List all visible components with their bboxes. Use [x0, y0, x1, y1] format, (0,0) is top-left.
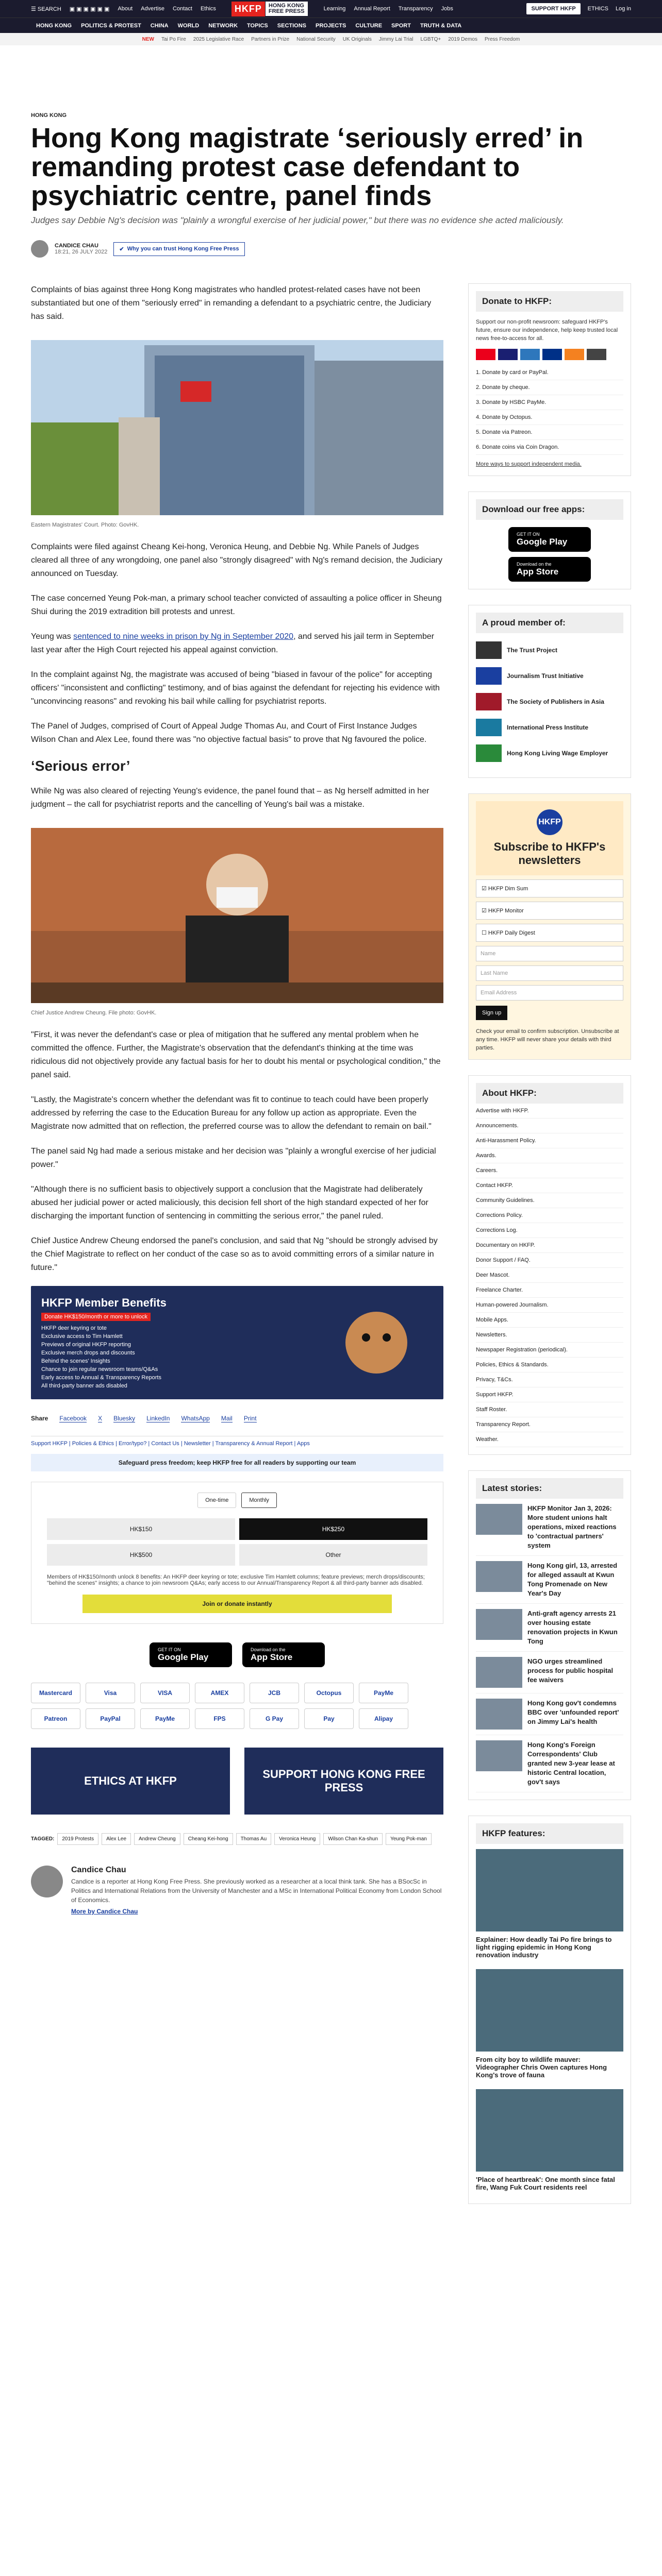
- sentencing-link[interactable]: sentenced to nine weeks in prison by Ng in September 2020: [73, 632, 294, 641]
- about-link[interactable]: Corrections Log.: [476, 1223, 623, 1238]
- publish-date: 18:21, 26 JULY 2022: [55, 249, 108, 255]
- latest-story[interactable]: [476, 1499, 623, 1556]
- features-widget: [468, 1816, 631, 2204]
- story-title: Hong Kong gov't condemns BBC over 'unfounded report' on Jimmy Lai's health: [527, 1699, 619, 1725]
- share-mail[interactable]: Mail: [221, 1415, 233, 1422]
- about-link[interactable]: Mobile Apps.: [476, 1313, 623, 1328]
- about-link[interactable]: Careers.: [476, 1163, 623, 1178]
- subnav-item[interactable]: Tai Po Fire: [161, 36, 186, 42]
- freq-monthly[interactable]: Monthly: [241, 1493, 277, 1508]
- feature-title: Explainer: How deadly Tai Po fire brings to light rigging epidemic in Hong Kong renovation industry: [476, 1936, 612, 1959]
- about-link[interactable]: Deer Mascot.: [476, 1268, 623, 1283]
- latest-heading: Latest stories:: [476, 1478, 623, 1499]
- payment-icon[interactable]: Mastercard: [31, 1683, 80, 1703]
- nav-item[interactable]: CHINA: [150, 22, 169, 29]
- nav-item[interactable]: POLITICS & PROTEST: [81, 22, 141, 29]
- nav-item[interactable]: CULTURE: [355, 22, 383, 29]
- author-avatar: [31, 1866, 63, 1897]
- story-thumbnail: [476, 1504, 522, 1535]
- apps-heading: Download our free apps:: [476, 499, 623, 520]
- paragraph: The Panel of Judges, comprised of Court of Appeal Judge Thomas Au, and Court of First Instance Judges Wilson Chan and Alex Lee, found there was "no objective factual basis" to prove that Ng favoured the police.: [31, 722, 427, 744]
- share-label: Share: [31, 1415, 48, 1422]
- membership-logo[interactable]: International Press Institute: [476, 719, 623, 736]
- feature-thumbnail: [476, 1849, 623, 1931]
- trust-label: Why you can trust Hong Kong Free Press: [127, 246, 239, 252]
- deer-mascot-icon: [330, 1296, 423, 1389]
- newsletter-note: Check your email to confirm subscription. Unsubscribe at any time. HKFP will never share your details with third parties.: [476, 1028, 619, 1051]
- story-title: HKFP Monitor Jan 3, 2026: More student unions halt operations, mixed reactions to 'contractual partners' system: [527, 1504, 617, 1549]
- about-link[interactable]: Human-powered Journalism.: [476, 1298, 623, 1313]
- donation-note: Members of HK$150/month unlock 8 benefits: An HKFP deer keyring or tote; exclusive Tim Hamlett columns; feature previews; merch drops/discounts; "behind the scenes" insights; a chance to join newsroom Q&As; early access to our Annual/Transparency Report & all third-party banner ads disabled.: [47, 1574, 425, 1586]
- nav-item[interactable]: TRUTH & DATA: [420, 22, 462, 29]
- latest-story[interactable]: [476, 1556, 623, 1604]
- tag[interactable]: Alex Lee: [102, 1833, 131, 1845]
- app-store-button[interactable]: Download on the App Store: [508, 557, 591, 582]
- photo-caption: Chief Justice Andrew Cheung. File photo: GovHK.: [31, 1010, 157, 1016]
- about-link[interactable]: Transparency Report.: [476, 1417, 623, 1432]
- about-link[interactable]: Awards.: [476, 1148, 623, 1163]
- promo-title: HKFP Member Benefits: [41, 1296, 167, 1309]
- tag[interactable]: Wilson Chan Ka-shun: [323, 1833, 383, 1845]
- payment-icon[interactable]: FPS: [195, 1708, 244, 1729]
- donate-widget: [468, 283, 631, 476]
- donate-button[interactable]: Join or donate instantly: [82, 1595, 392, 1613]
- promo-sub: Donate HK$150/month or more to unlock: [41, 1313, 151, 1321]
- article-body: [31, 283, 443, 2219]
- google-play-button[interactable]: GET IT ON Google Play: [508, 527, 591, 552]
- subnav-item[interactable]: 2025 Legislative Race: [193, 36, 244, 42]
- check-icon: ✔: [119, 246, 124, 252]
- nav-item[interactable]: TOPICS: [247, 22, 268, 29]
- support-links[interactable]: Support HKFP | Policies & Ethics | Error/typo? | Contact Us | Newsletter | Transparency & Annual Report | Apps: [31, 1436, 443, 1447]
- support-video[interactable]: SUPPORT HONG KONG FREE PRESS: [244, 1748, 443, 1815]
- payment-icon[interactable]: PayMe: [359, 1683, 408, 1703]
- feature-story[interactable]: [476, 2084, 623, 2196]
- paragraph: "Lastly, the Magistrate's concern whether the defendant was fit to continue to teach could have been properly addressed by referring the case to the Education Bureau for any follow up action as appropriate. Even the Magistrate now admitted that on reflection, the preferred course was to allow the defendant to remain on bail.": [31, 1095, 432, 1131]
- feature-title: From city boy to wildlife mauver: Videographer Chris Owen captures Hong Kong's trove of fauna: [476, 2056, 607, 2079]
- search-link[interactable]: ☰ SEARCH: [31, 6, 61, 12]
- share-linkedin[interactable]: LinkedIn: [146, 1415, 170, 1422]
- paragraph: "Although there is no sufficient basis to objectively support a conclusion that the Magistrate had deliberately abused her judicial power or acted maliciously, this decision fell short of the high standard expected of her for discharging the important function of sentencing in committing the serious error," the panel ruled.: [31, 1185, 428, 1221]
- share-x[interactable]: X: [98, 1415, 103, 1422]
- ethics-video[interactable]: ETHICS AT HKFP: [31, 1748, 230, 1815]
- support-button[interactable]: SUPPORT HKFP: [526, 3, 580, 14]
- login-link[interactable]: Log in: [616, 6, 631, 12]
- payment-icon[interactable]: PayMe: [140, 1708, 190, 1729]
- donate-option[interactable]: 4. Donate by Octopus.: [476, 410, 623, 425]
- nav-item[interactable]: PROJECTS: [316, 22, 346, 29]
- story-title: NGO urges streamlined process for public hospital fee waivers: [527, 1657, 614, 1684]
- payment-icon[interactable]: PayPal: [86, 1708, 135, 1729]
- member-benefits-banner[interactable]: [31, 1286, 443, 1399]
- subnav-item[interactable]: National Security: [296, 36, 336, 42]
- latest-story[interactable]: [476, 1652, 623, 1693]
- chief-justice-photo: [31, 828, 443, 1003]
- subnav-item[interactable]: Jimmy Lai Trial: [378, 36, 413, 42]
- google-play-button[interactable]: GET IT ON Google Play: [150, 1642, 232, 1667]
- newsletter-widget: [468, 793, 631, 1060]
- story-title: Anti-graft agency arrests 21 over housing estate renovation projects in Kwun Tong: [527, 1609, 618, 1645]
- section-heading: ‘Serious error’: [31, 758, 130, 774]
- tag[interactable]: 2019 Protests: [57, 1833, 98, 1845]
- name-input[interactable]: Name: [476, 946, 623, 961]
- new-badge: NEW: [142, 36, 154, 42]
- tags-label: TAGGED:: [31, 1836, 55, 1842]
- author-avatar: [31, 240, 48, 258]
- payment-icon[interactable]: Pay: [304, 1708, 354, 1729]
- payment-icon[interactable]: Patreon: [31, 1708, 80, 1729]
- newsletter-option[interactable]: ☑ HKFP Monitor: [476, 902, 623, 920]
- donate-option[interactable]: 6. Donate coins via Coin Dragon.: [476, 440, 623, 455]
- about-link[interactable]: Advertise with HKFP.: [476, 1104, 623, 1118]
- payment-icon[interactable]: Visa: [86, 1683, 135, 1703]
- nav-item[interactable]: SECTIONS: [277, 22, 307, 29]
- proud-heading: A proud member of:: [476, 613, 623, 633]
- bio-text: Candice is a reporter at Hong Kong Free Press. She previously worked as a researcher at a local think tank. She has a BSocSc in Politics and International Relations from the University of Manchester and a MSc in International Political Economy from London School of Economics.: [71, 1878, 442, 1904]
- top-link[interactable]: Advertise: [141, 6, 165, 12]
- story-thumbnail: [476, 1657, 522, 1688]
- about-link[interactable]: Staff Roster.: [476, 1402, 623, 1417]
- amount-option-selected[interactable]: HK$250: [239, 1518, 427, 1540]
- donate-option[interactable]: 1. Donate by card or PayPal.: [476, 365, 623, 380]
- payment-icon[interactable]: VISA: [140, 1683, 190, 1703]
- subnav-item[interactable]: Press Freedom: [484, 36, 520, 42]
- membership-logo[interactable]: The Society of Publishers in Asia: [476, 693, 623, 710]
- about-link[interactable]: Weather.: [476, 1432, 623, 1447]
- trust-button[interactable]: [113, 242, 244, 256]
- about-link[interactable]: Corrections Policy.: [476, 1208, 623, 1223]
- paragraph: The panel said Ng had made a serious mistake and her decision was "plainly a wrongful exercise of her judicial power.": [31, 1147, 436, 1169]
- about-link[interactable]: Community Guidelines.: [476, 1193, 623, 1208]
- search-label: SEARCH: [37, 6, 61, 12]
- about-link[interactable]: Newsletters.: [476, 1328, 623, 1343]
- membership-logo[interactable]: Journalism Trust Initiative: [476, 667, 623, 685]
- site-logo[interactable]: [231, 1, 308, 16]
- signup-button[interactable]: Sign up: [476, 1006, 507, 1020]
- payment-methods: [31, 1683, 443, 1729]
- top-link[interactable]: Learning: [323, 6, 346, 12]
- subnav-item[interactable]: UK Originals: [342, 36, 372, 42]
- about-link[interactable]: Donor Support / FAQ.: [476, 1253, 623, 1268]
- photo-caption: Eastern Magistrates' Court. Photo: GovHK.: [31, 522, 139, 528]
- tag-list: [31, 1833, 443, 1845]
- about-heading: About HKFP:: [476, 1083, 623, 1104]
- amount-option[interactable]: Other: [239, 1544, 427, 1566]
- story-title: Hong Kong's Foreign Correspondents' Club granted new 3-year lease at historic Central location, gov't says: [527, 1741, 615, 1786]
- payment-icon[interactable]: JCB: [250, 1683, 299, 1703]
- donate-option[interactable]: 2. Donate by cheque.: [476, 380, 623, 395]
- logo-mark: HKFP: [231, 2, 265, 16]
- payment-icons: [476, 349, 623, 360]
- story-thumbnail: [476, 1699, 522, 1730]
- share-bluesky[interactable]: Bluesky: [113, 1415, 136, 1422]
- story-title: Hong Kong girl, 13, arrested for alleged assault at Kwun Tong Promenade on New Year's Day: [527, 1562, 618, 1597]
- top-link[interactable]: Annual Report: [354, 6, 390, 12]
- top-link[interactable]: Transparency: [398, 6, 433, 12]
- latest-story[interactable]: [476, 1693, 623, 1735]
- court-photo: [31, 340, 443, 515]
- membership-logo[interactable]: The Trust Project: [476, 641, 623, 659]
- subnav-item[interactable]: LGBTQ+: [420, 36, 441, 42]
- tag[interactable]: Cheang Kei-hong: [184, 1833, 233, 1845]
- tag[interactable]: Yeung Pok-man: [386, 1833, 432, 1845]
- paragraph: Complaints were filed against Cheang Kei-hong, Veronica Heung, and Debbie Ng. While Panels of Judges cleared all three of any wrongdoing, one panel also "strongly disagreed" with Ng's remand decision, the Judiciary announced on Tuesday.: [31, 543, 442, 578]
- author-bio: [31, 1866, 443, 1916]
- about-link[interactable]: Privacy, T&Cs.: [476, 1372, 623, 1387]
- more-ways-link[interactable]: More ways to support independent media.: [476, 461, 582, 467]
- author-name[interactable]: CANDICE CHAU: [55, 243, 98, 249]
- nav-item[interactable]: NETWORK: [208, 22, 238, 29]
- category-kicker[interactable]: HONG KONG: [31, 112, 67, 118]
- paragraph: Chief Justice Andrew Cheung endorsed the panel's conclusion, and said that Ng "should be strongly advised by the Chief Magistrate to reflect on her conduct of the case so as to avoid committing errors of a similar nature in future.": [31, 1236, 438, 1272]
- paragraph: "First, it was never the defendant's case or plea of mitigation that he suffered any mental problem when he committed the offence. Further, the Magistrate's observation that the defendant's thinking at the time was ridiculous did not objectively provide any factual basis for her to doubt his mental or psychological condition," the panel said.: [31, 1030, 441, 1079]
- donation-form: [31, 1482, 443, 1624]
- byline: [31, 240, 631, 258]
- main-nav: [0, 18, 662, 33]
- top-bar: [0, 0, 662, 18]
- paragraph: The case concerned Yeung Pok-man, a primary school teacher convicted of assaulting a police officer in Sheung Shui during the 2019 extradition bill protests and unrest.: [31, 594, 442, 616]
- video-row: [31, 1748, 443, 1815]
- feature-title: 'Place of heartbreak': One month since fatal fire, Wang Fuk Court residents reel: [476, 2176, 615, 2191]
- tag[interactable]: Andrew Cheung: [134, 1833, 180, 1845]
- promo-list: HKFP deer keyring or tote Exclusive access to Tim Hamlett Previews of original HKFP reporting Exclusive merch drops and discounts Behind the scenes' Insights Chance to join regular newsroom teams/Q&As Early access to Annual & Transparency Reports All third-party banner ads disabled: [41, 1325, 161, 1389]
- share-whatsapp[interactable]: WhatsApp: [181, 1415, 210, 1422]
- tag[interactable]: Thomas Au: [236, 1833, 272, 1845]
- donate-heading: Donate to HKFP:: [476, 291, 623, 312]
- ethics-link[interactable]: ETHICS: [587, 6, 609, 12]
- story-thumbnail: [476, 1740, 522, 1771]
- story-thumbnail: [476, 1561, 522, 1592]
- social-icons[interactable]: ▣ ▣ ▣ ▣ ▣ ▣: [69, 6, 110, 12]
- about-link[interactable]: Contact HKFP.: [476, 1178, 623, 1193]
- subnav-item[interactable]: Partners in Prize: [251, 36, 290, 42]
- feature-thumbnail: [476, 1969, 623, 2052]
- top-link[interactable]: About: [118, 6, 133, 12]
- paragraph: In the complaint against Ng, the magistrate was accused of being "biased in favour of the police" for accepting officers' "inconsistent and conflicting" testimony, and of bias against the defendant for rejecting his evidence with "unconvincing reasons" and revoking his bail while calling for psychiatrist reports.: [31, 670, 440, 706]
- paragraph: Yeung was sentenced to nine weeks in prison by Ng in September 2020, and served his jail term in September last year after the High Court rejected his appeal against conviction.: [31, 632, 435, 654]
- payment-icon[interactable]: Alipay: [359, 1708, 408, 1729]
- donate-option[interactable]: 3. Donate by HSBC PayMe.: [476, 395, 623, 410]
- top-link[interactable]: Ethics: [200, 6, 216, 12]
- about-link[interactable]: Documentary on HKFP.: [476, 1238, 623, 1253]
- tag[interactable]: Veronica Heung: [274, 1833, 320, 1845]
- newsletter-option[interactable]: ☐ HKFP Daily Digest: [476, 924, 623, 942]
- nav-item[interactable]: WORLD: [177, 22, 200, 29]
- donate-text: Support our non-profit newsroom: safeguard HKFP's future, ensure our independence, help keep trusted local news free-to-access for all.: [476, 319, 618, 342]
- nav-item[interactable]: HONG KONG: [36, 22, 72, 29]
- hkfp-badge-icon: HKFP: [537, 809, 562, 835]
- about-link[interactable]: Announcements.: [476, 1118, 623, 1133]
- about-link[interactable]: Support HKFP.: [476, 1387, 623, 1402]
- memberships-widget: [468, 605, 631, 778]
- paragraph: While Ng was also cleared of rejecting Yeung's evidence, the panel found that – as Ng herself admitted in her judgment – the call for psychiatrist reports and the cancelling of Yeung's bail was a mistake.: [31, 787, 429, 809]
- top-link[interactable]: Contact: [173, 6, 192, 12]
- about-widget: [468, 1075, 631, 1455]
- latest-story[interactable]: [476, 1735, 623, 1792]
- sub-nav: [0, 33, 662, 45]
- share-facebook[interactable]: Facebook: [59, 1415, 87, 1422]
- share-print[interactable]: Print: [243, 1415, 257, 1422]
- app-badges: [31, 1642, 443, 1667]
- amount-option[interactable]: HK$150: [47, 1518, 235, 1540]
- paragraph: Complaints of bias against three Hong Kong magistrates who handled protest-related cases have not been substantiated but one of them "seriously erred" in remanding a defendant to a psychiatric centre, the Judiciary has said.: [31, 285, 432, 321]
- apps-widget: [468, 492, 631, 589]
- article-dek: Judges say Debbie Ng's decision was "plainly a wrongful exercise of her judicial power," but there was no evidence she acted maliciously.: [31, 215, 564, 225]
- payment-icon[interactable]: Octopus: [304, 1683, 354, 1703]
- latest-stories-widget: [468, 1470, 631, 1800]
- about-link[interactable]: Freelance Charter.: [476, 1283, 623, 1298]
- about-link[interactable]: Anti-Harassment Policy.: [476, 1133, 623, 1148]
- membership-logo[interactable]: Hong Kong Living Wage Employer: [476, 744, 623, 762]
- email-input[interactable]: Email Address: [476, 985, 623, 1001]
- feature-thumbnail: [476, 2089, 623, 2172]
- article-title: Hong Kong magistrate ‘seriously erred’ in remanding protest case defendant to psychiatric centre, panel finds: [31, 123, 584, 211]
- app-store-button[interactable]: Download on the App Store: [242, 1642, 325, 1667]
- top-link[interactable]: Jobs: [441, 6, 453, 12]
- safeguard-banner[interactable]: Safeguard press freedom; keep HKFP free for all readers by supporting our team: [31, 1454, 443, 1471]
- story-thumbnail: [476, 1609, 522, 1640]
- latest-story[interactable]: [476, 1604, 623, 1652]
- logo-text: HONG KONG FREE PRESS: [265, 1, 308, 16]
- nav-item[interactable]: SPORT: [391, 22, 411, 29]
- payment-icon[interactable]: AMEX: [195, 1683, 244, 1703]
- features-heading: HKFP features:: [476, 1823, 623, 1844]
- payment-icon[interactable]: G Pay: [250, 1708, 299, 1729]
- about-link[interactable]: Newspaper Registration (periodical).: [476, 1343, 623, 1358]
- donate-option[interactable]: 5. Donate via Patreon.: [476, 425, 623, 440]
- freq-one-time[interactable]: One-time: [197, 1493, 236, 1508]
- amount-option[interactable]: HK$500: [47, 1544, 235, 1566]
- more-by-author-link[interactable]: More by Candice Chau: [71, 1908, 138, 1915]
- feature-story[interactable]: [476, 1844, 623, 1964]
- feature-story[interactable]: [476, 1964, 623, 2084]
- share-bar: [31, 1415, 443, 1422]
- about-link[interactable]: Policies, Ethics & Standards.: [476, 1358, 623, 1372]
- sidebar: [468, 283, 631, 2219]
- last-name-input[interactable]: Last Name: [476, 965, 623, 981]
- subnav-item[interactable]: 2019 Demos: [448, 36, 477, 42]
- newsletter-option[interactable]: ☑ HKFP Dim Sum: [476, 879, 623, 897]
- newsletter-title: Subscribe to HKFP's newsletters: [493, 840, 606, 867]
- bio-name[interactable]: Candice Chau: [71, 1866, 126, 1874]
